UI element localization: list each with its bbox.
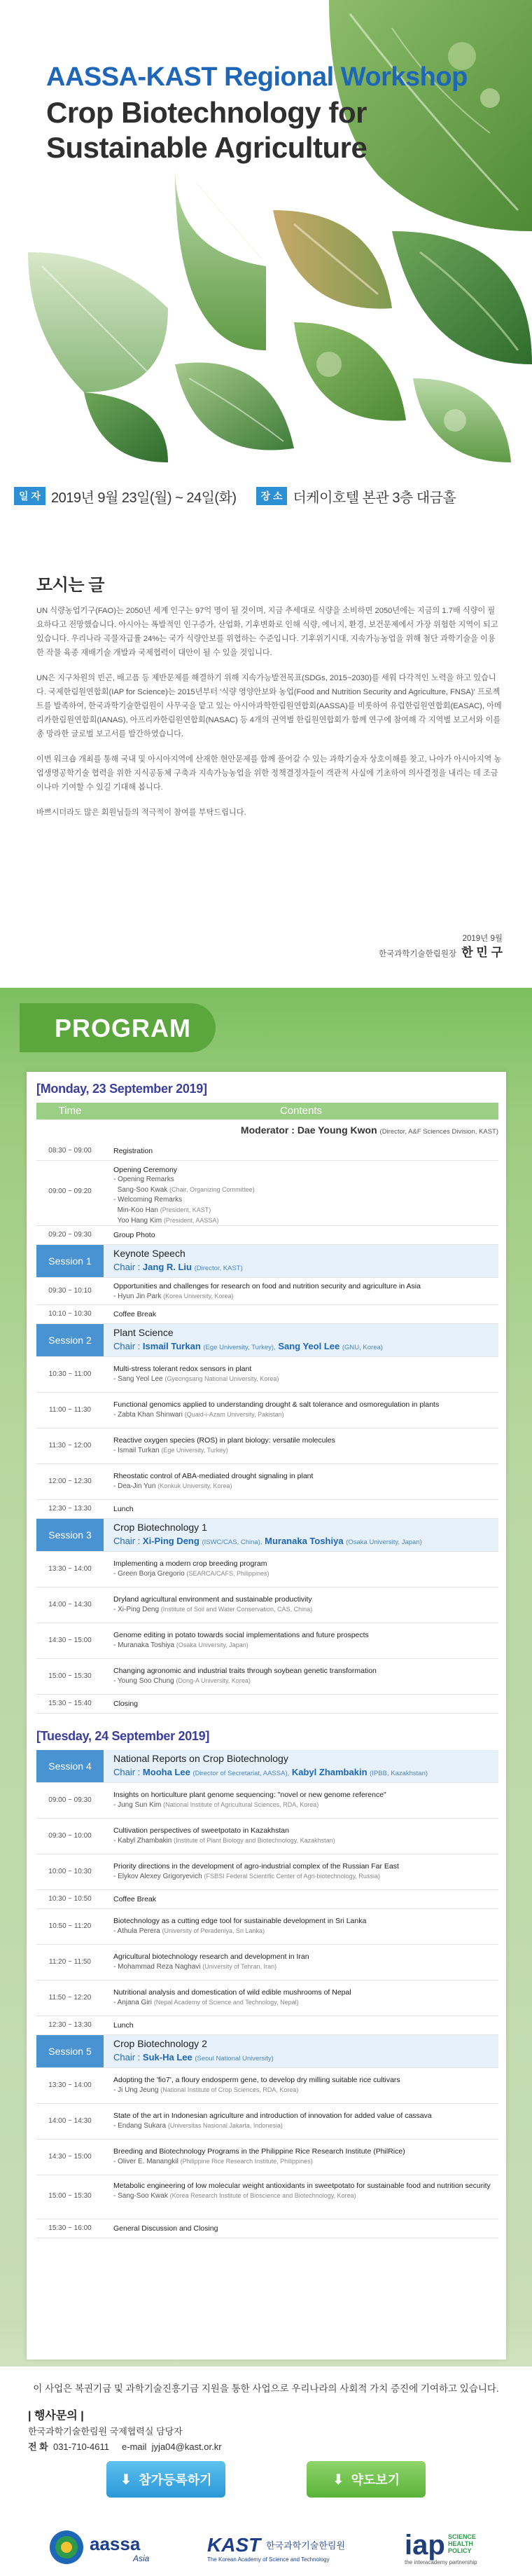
- arrow-down-icon: ⬇: [120, 2472, 132, 2488]
- speaker: - Sang-Soo Kwak: [113, 2192, 168, 2200]
- row-title: Breeding and Biotechnology Programs in the Philippine Rice Research Institute (PhilRice): [113, 2147, 405, 2156]
- invitation-section: [0, 518, 532, 1016]
- speaker-aff: (National Institute of Agricultural Sciences, RDA, Korea): [163, 1801, 319, 1808]
- contact-phone: 031-710-4611: [52, 2441, 109, 2452]
- row-title: Nutritional analysis and domestication of wild edible mushrooms of Nepal: [113, 1988, 351, 1997]
- speaker: Min-Koo Han: [117, 1206, 158, 1214]
- row-time: 09:00 ~ 09:20: [48, 1187, 92, 1195]
- row-time: 12:30 ~ 13:30: [48, 2021, 92, 2029]
- phone-label: 전 화: [28, 2441, 48, 2452]
- table-row: [36, 1464, 498, 1500]
- row-title: Lunch: [113, 2021, 134, 2030]
- table-row: [36, 2175, 498, 2219]
- chair-aff: (Osaka University, Japan): [346, 1538, 422, 1546]
- chair-name: Mooha Lee: [142, 1767, 190, 1777]
- table-row: [36, 1695, 498, 1714]
- speaker-aff: (University of Tehran, Iran): [202, 1963, 277, 1970]
- contact-org: 한국과학기술한림원 국제협력실 담당자: [28, 2426, 183, 2437]
- iap-logo-text: iap: [405, 2530, 445, 2561]
- moderator-name: Dae Young Kwon: [297, 1124, 377, 1136]
- speaker: - Hyun Jin Park: [113, 1293, 162, 1300]
- row-time: 09:20 ~ 09:30: [48, 1231, 92, 1239]
- row-time: 10:10 ~ 10:30: [48, 1310, 92, 1318]
- row-time: 14:00 ~ 14:30: [48, 1601, 92, 1609]
- row-title: State of the art in Indonesian agriculture and introduction of innovation for added value of cassava: [113, 2112, 432, 2120]
- speaker-aff: (Institute of Soil and Water Conservation, CAS, China): [160, 1606, 313, 1613]
- speaker-aff: (Konkuk University, Korea): [158, 1482, 232, 1489]
- chair-aff: (IPBB, Kazakhstan): [370, 1770, 428, 1777]
- table-row: [36, 1142, 498, 1161]
- row-title: Cultivation perspectives of sweetpotato in Kazakhstan: [113, 1826, 289, 1835]
- row-time: 15:30 ~ 16:00: [48, 2224, 92, 2232]
- table-row: [36, 1428, 498, 1464]
- session-row: [36, 2035, 498, 2068]
- table-row: [36, 2068, 498, 2104]
- row-title: Biotechnology as a cutting edge tool for sustainable development in Sri Lanka: [113, 1917, 367, 1925]
- speaker: - Elykov Alexey Grigoryevich: [113, 1873, 202, 1880]
- table-row: [36, 1587, 498, 1623]
- table-row: [36, 1305, 498, 1324]
- row-title: Lunch: [113, 1505, 134, 1513]
- row-title: Registration: [113, 1147, 153, 1155]
- program-banner-label: PROGRAM: [55, 1014, 191, 1042]
- invitation-paragraph: 바쁘시더라도 많은 회원님들의 적극적이 참여를 부탁드립니다.: [36, 808, 246, 817]
- row-time: 11:50 ~ 12:20: [48, 1994, 92, 2002]
- row-time: 11:30 ~ 12:00: [48, 1442, 92, 1449]
- aassa-logo-text: aassa: [90, 2533, 141, 2554]
- speaker: - Muranaka Toshiya: [113, 1641, 175, 1649]
- row-time: 15:00 ~ 15:30: [48, 1672, 92, 1680]
- session-title: Crop Biotechnology 2: [113, 2038, 207, 2049]
- speaker: - Green Borja Gregorio: [113, 1570, 185, 1578]
- chair-name: Suk-Ha Lee: [142, 2052, 192, 2062]
- row-time: 13:30 ~ 14:00: [48, 1565, 92, 1573]
- chair-label: Chair :: [113, 1262, 141, 1272]
- row-title: Insights on horticulture plant genome sequencing: "novel or new genome reference": [113, 1791, 386, 1799]
- chair-name: Jang R. Liu: [142, 1262, 192, 1272]
- table-row: [36, 1854, 498, 1890]
- footer: [0, 2367, 532, 2576]
- row-sub: - Welcoming Remarks: [113, 1196, 183, 1204]
- speaker-aff: (President, KAST): [160, 1206, 211, 1213]
- table-row: [36, 2140, 498, 2175]
- row-title: Multi-stress tolerant redox sensors in plant: [113, 1365, 252, 1373]
- speaker: - Athula Perera: [113, 1927, 160, 1935]
- speaker-aff: (Philippine Rice Research Institute, Philippines): [180, 2158, 313, 2165]
- iap-logo: [405, 2530, 477, 2565]
- moderator: [36, 1121, 498, 1139]
- speaker-aff: (National Institute of Crop Sciences, RDA, Korea): [160, 2086, 299, 2093]
- kast-logo: [207, 2534, 345, 2563]
- contact-title: | 행사문의 |: [28, 2410, 84, 2422]
- invitation-paragraph: UN은 지구차원의 빈곤, 배고픔 등 제반문제를 해결하기 위해 지속가능발전목표(SDGs, 2015~2030)를 세워 다각적인 노력을 하고 있습니다. 국제한림원연합회(IAP for Science)는 2015년부터 '식량 영양안보와 농업(Food and Nutrition Security and Agriculture, FNSA)' 프로젝트를 발족하여, 한국과학기술한림원이 사무국을 맡고 있는 아시아과학한림원연합회(AASSA)를 비롯하여 유럽한림원연합회(EASAC), 아메리카한림원연합회(IANAS), 아프리카한림원연합회(NASAC) 등 4개의 권역별 한림원연합회가 함께 연구에 참여해 각 지역별 보고서와 이를 총 망라한 글로벌 보고서를 발간하였습니다.: [36, 674, 502, 738]
- contact-email: jyja04@kast.or.kr: [151, 2441, 222, 2452]
- speaker: - Zabta Khan Shinwari: [113, 1411, 183, 1419]
- register-button[interactable]: [106, 2461, 225, 2498]
- row-time: 08:30 ~ 09:00: [48, 1147, 92, 1155]
- row-time: 15:00 ~ 15:30: [48, 2192, 92, 2200]
- session-row: [36, 1324, 498, 1357]
- session-row: [36, 1750, 498, 1783]
- row-title: Functional genomics applied to understanding drought & salt tolerance and osmoregulation in plants: [113, 1400, 440, 1409]
- program-banner: [20, 1003, 216, 1052]
- hero-section: [0, 0, 532, 518]
- speaker-aff: (Ege University, Turkey): [161, 1447, 228, 1454]
- table-row: [36, 1890, 498, 1909]
- table-row: [36, 1278, 498, 1305]
- speaker: - Dea-Jin Yun: [113, 1482, 156, 1490]
- session-label: Session 4: [36, 1750, 104, 1782]
- speaker-aff: (University of Peradeniya, Sri Lanka): [162, 1927, 265, 1934]
- chair-aff: (ISWC/CAS, China),: [202, 1538, 262, 1546]
- chair-name: Xi-Ping Deng: [142, 1536, 200, 1546]
- row-title: Metabolic engineering of low molecular weight antioxidants in sweetpotato for sustainable food and nutrition security: [113, 2182, 491, 2190]
- session-label: Session 1: [36, 1245, 104, 1277]
- speaker: - Jung Sun Kim: [113, 1801, 162, 1809]
- row-title: Dryland agricultural environment and sustainable productivity: [113, 1595, 312, 1604]
- speaker-aff: (Institute of Plant Biology and Biotechnology, Kazakhstan): [174, 1837, 335, 1844]
- partner-logos: [0, 2522, 532, 2571]
- kast-logo-kr: 한국과학기술한림원: [266, 2541, 346, 2551]
- aassa-logo: [50, 2530, 150, 2564]
- row-time: 14:30 ~ 15:00: [48, 1637, 92, 1644]
- row-title: Adopting the 'fio7', a floury endosperm gene, to develop dry milling suitable rice cultivars: [113, 2076, 400, 2084]
- speaker-aff: (Korea University, Korea): [163, 1293, 234, 1300]
- table-row: [36, 1161, 498, 1226]
- speaker: - Kabyl Zhambakin: [113, 1837, 172, 1845]
- day2-heading: [Tuesday, 24 September 2019]: [36, 1729, 210, 1743]
- iap-logo-side: POLICY: [448, 2547, 472, 2554]
- session-label: Session 3: [36, 1519, 104, 1551]
- row-time: 09:30 ~ 10:10: [48, 1287, 92, 1295]
- hero-title: [46, 62, 494, 165]
- table-row: [36, 1226, 498, 1245]
- row-title: Implementing a modern crop breeding program: [113, 1559, 267, 1568]
- speaker: - Mohammad Reza Naghavi: [113, 1963, 201, 1971]
- row-time: 13:30 ~ 14:00: [48, 2081, 92, 2089]
- speaker: - Sang Yeol Lee: [113, 1375, 163, 1383]
- table-row: [36, 1945, 498, 1981]
- speaker: - Young Soo Chung: [113, 1677, 174, 1685]
- table-row: [36, 1981, 498, 2016]
- col-time: Time: [58, 1105, 82, 1117]
- row-time: 14:30 ~ 15:00: [48, 2153, 92, 2161]
- program-table: [27, 1072, 506, 2360]
- sign-date: 2019년 9월: [462, 935, 503, 943]
- speaker: - Anjana Giri: [113, 1999, 153, 2006]
- speaker: - Ji Ung Jeung: [113, 2086, 159, 2094]
- speaker-aff: (FSBSI Federal Scientific Center of Agri-biotechnology, Russia): [204, 1873, 380, 1880]
- iap-logo-sub: the interacademy partnership: [405, 2559, 477, 2565]
- row-time: 10:30 ~ 11:00: [48, 1370, 92, 1378]
- chair-aff: (Director of Secretariat, AASSA),: [192, 1770, 290, 1777]
- chair-aff: (Ege University, Turkey),: [203, 1344, 276, 1351]
- row-title: Opportunities and challenges for research on food and nutrition security and agriculture in Asia: [113, 1282, 421, 1290]
- speaker: - Xi-Ping Deng: [113, 1606, 160, 1613]
- speaker: - Ismail Turkan: [113, 1447, 160, 1454]
- table-row: [36, 2104, 498, 2140]
- sign-org: 한국과학기술한림원장: [378, 950, 457, 958]
- contact-info: [28, 2409, 222, 2455]
- chair-name: Muranaka Toshiya: [265, 1536, 344, 1546]
- row-time: 09:30 ~ 10:00: [48, 1832, 92, 1840]
- speaker-aff: (SEARCA/CAFS, Philippines): [186, 1570, 270, 1577]
- speaker-aff: (Quaid-i-Azam University, Pakistan): [184, 1411, 284, 1418]
- speaker-aff: (Gyeongsang National University, Korea): [164, 1375, 279, 1382]
- table-row: [36, 1500, 498, 1519]
- table-row: [36, 2219, 498, 2238]
- speaker-aff: (Universitas Nasional Jakarta, Indonesia): [167, 2122, 283, 2129]
- chair-aff: (GNU, Korea): [342, 1344, 383, 1351]
- table-row: [36, 1393, 498, 1428]
- row-title: Group Photo: [113, 1231, 155, 1239]
- table-row: [36, 1357, 498, 1393]
- speaker: - Endang Sukara: [113, 2122, 167, 2130]
- invitation-signature: [379, 932, 503, 961]
- chair-name: Ismail Turkan: [142, 1341, 201, 1351]
- chair-label: Chair :: [113, 1341, 141, 1351]
- row-time: 12:30 ~ 13:30: [48, 1505, 92, 1513]
- moderator-label: Moderator :: [240, 1124, 295, 1136]
- table-row: [36, 1552, 498, 1587]
- invitation-body: [36, 604, 503, 831]
- invitation-heading: 모시는 글: [36, 576, 104, 595]
- session-title: Crop Biotechnology 1: [113, 1522, 207, 1533]
- map-button[interactable]: [307, 2461, 426, 2498]
- arrow-down-icon: ⬇: [332, 2472, 344, 2488]
- table-row: [36, 1783, 498, 1819]
- row-time: 10:30 ~ 10:50: [48, 1895, 92, 1903]
- speaker-aff: (Nepal Academy of Science and Technology, Nepal): [153, 1999, 299, 2006]
- row-title: Reactive oxygen species (ROS) in plant biology: versatile molecules: [113, 1436, 335, 1445]
- chair-label: Chair :: [113, 1767, 141, 1777]
- day1-heading: [Monday, 23 September 2019]: [36, 1082, 207, 1096]
- email-label: e-mail: [122, 2441, 147, 2452]
- session-title: Keynote Speech: [113, 1248, 186, 1259]
- row-time: 09:00 ~ 09:30: [48, 1796, 92, 1804]
- row-title: Coffee Break: [113, 1310, 157, 1318]
- row-time: 10:00 ~ 10:30: [48, 1868, 92, 1875]
- row-title: Opening Ceremony: [113, 1166, 178, 1174]
- venue-tag: 장 소: [256, 487, 288, 505]
- map-button-label: 약도보기: [351, 2473, 400, 2487]
- row-content: [113, 1165, 497, 1226]
- chair-aff: (Seoul National University): [195, 2055, 274, 2062]
- row-title: Priority directions in the development of agro-industrial complex of the Russian Far East: [113, 1862, 399, 1871]
- chair-label: Chair :: [113, 2052, 141, 2062]
- hero-title-line1: AASSA-KAST Regional Workshop: [46, 62, 468, 92]
- col-contents: Contents: [279, 1105, 323, 1117]
- row-title: Changing agronomic and industrial traits through soybean genetic transformation: [113, 1667, 377, 1675]
- table-row: [36, 1659, 498, 1695]
- row-title: Closing: [113, 1700, 139, 1708]
- row-title: General Discussion and Closing: [113, 2224, 218, 2233]
- iap-logo-side: SCIENCE: [448, 2533, 477, 2540]
- date-tag: 일 자: [14, 487, 46, 505]
- speaker-aff: (Chair, Organizing Committee): [169, 1186, 255, 1193]
- session-row: [36, 1519, 498, 1552]
- table-row: [36, 2016, 498, 2035]
- chair-aff: (Director, KAST): [194, 1265, 243, 1272]
- row-sub: - Opening Remarks: [113, 1176, 174, 1183]
- row-title: Coffee Break: [113, 1895, 157, 1903]
- speaker-aff: (President, AASSA): [163, 1217, 219, 1224]
- row-time: 11:00 ~ 11:30: [49, 1406, 91, 1414]
- kast-logo-sub: The Korean Academy of Science and Technology: [207, 2556, 330, 2563]
- session-label: Session 5: [36, 2035, 104, 2067]
- hero-title-line2b: Sustainable Agriculture: [46, 131, 368, 164]
- table-row: [36, 1819, 498, 1854]
- row-title: Genome editing in potato towards social implementations and future prospects: [113, 1631, 369, 1639]
- speaker-aff: (Korea Research Institute of Bioscience and Biotechnology, Korea): [169, 2192, 356, 2199]
- table-row: [36, 1623, 498, 1659]
- event-date: 2019년 9월 23일(월) ~ 24일(화): [50, 490, 237, 506]
- row-time: 12:00 ~ 12:30: [48, 1478, 92, 1485]
- row-time: 15:30 ~ 15:40: [48, 1700, 92, 1707]
- register-button-label: 참가등록하기: [139, 2473, 212, 2487]
- row-time: 11:20 ~ 11:50: [49, 1958, 91, 1966]
- row-title: Rheostatic control of ABA-mediated drought signaling in plant: [113, 1472, 314, 1480]
- session-label: Session 2: [36, 1324, 104, 1356]
- chair-name: Sang Yeol Lee: [278, 1341, 340, 1351]
- program-section: [0, 988, 532, 2367]
- speaker: - Oliver E. Manangkil: [113, 2158, 178, 2165]
- chair-label: Chair :: [113, 1536, 141, 1546]
- funding-note: 이 사업은 복권기금 및 과학기술진흥기금 지원을 통한 사업으로 우리나라의 사회적 가치 증진에 기여하고 있습니다.: [33, 2383, 499, 2394]
- invitation-paragraph: 이번 워크숍 개최를 통해 국내 및 아시아지역에 산재한 현안문제를 함께 풀어갈 수 있는 과학기술자 상호이해를 찾고, 나아가 아시아지역 농업생명공학기술 협력을 위한 지식공동체 구축과 지속가능농업을 위한 정책결정자들이 객관적 사실에 기초하여 의사결정을 내리는 데 조금이나마 기여할 수 있길 기대해 봅니다.: [36, 755, 502, 792]
- event-date-venue: [0, 483, 532, 509]
- event-venue: 더케이호텔 본관 3층 대금홀: [293, 490, 456, 506]
- table-row: [36, 1909, 498, 1945]
- iap-logo-side: HEALTH: [448, 2540, 473, 2547]
- session-title: National Reports on Crop Biotechnology: [113, 1753, 288, 1764]
- speaker-aff: (Dong-A University, Korea): [176, 1677, 251, 1684]
- aassa-logo-sub: Asia: [133, 2554, 150, 2563]
- hero-title-line2a: Crop Biotechnology for: [46, 96, 367, 129]
- moderator-affiliation: (Director, A&F Sciences Division, KAST): [379, 1128, 498, 1136]
- row-time: 14:00 ~ 14:30: [48, 2117, 92, 2125]
- table-header: [36, 1103, 498, 1120]
- sign-name: 한 민 구: [461, 946, 503, 959]
- row-time: 10:50 ~ 11:20: [48, 1922, 92, 1930]
- kast-logo-text: KAST: [207, 2534, 261, 2556]
- session-title: Plant Science: [113, 1327, 174, 1338]
- speaker-aff: (Osaka University, Japan): [176, 1641, 248, 1648]
- speaker: Yoo Hang Kim: [117, 1217, 162, 1225]
- speaker: Sang-Soo Kwak: [117, 1186, 168, 1194]
- chair-name: Kabyl Zhambakin: [291, 1767, 368, 1777]
- session-row: [36, 1245, 498, 1278]
- row-title: Agricultural biotechnology research and development in Iran: [113, 1952, 309, 1961]
- invitation-paragraph: UN 식량농업기구(FAO)는 2050년 세계 인구는 97억 명이 될 것이며, 지금 추세대로 식량을 소비하면 2050년에는 지금의 1.7배 식량이 필요하다고 전망했습니다. 아시아는 폭발적인 인구증가, 산업화, 기후변화로 인해 식량, 에너지, 환경, 보건문제에서 가장 위험한 지역이 되고 있습니다. 우리나라 곡물자급률 24%는 국가 식량안보를 위협하는 수준입니다. 기후위기시대, 지속가능농업을 위해 첨단 과학기술을 이용한 작물 육종 재배기술 개발과 국제협력이 대안이 될 수 있을 것입니다.: [36, 607, 498, 657]
